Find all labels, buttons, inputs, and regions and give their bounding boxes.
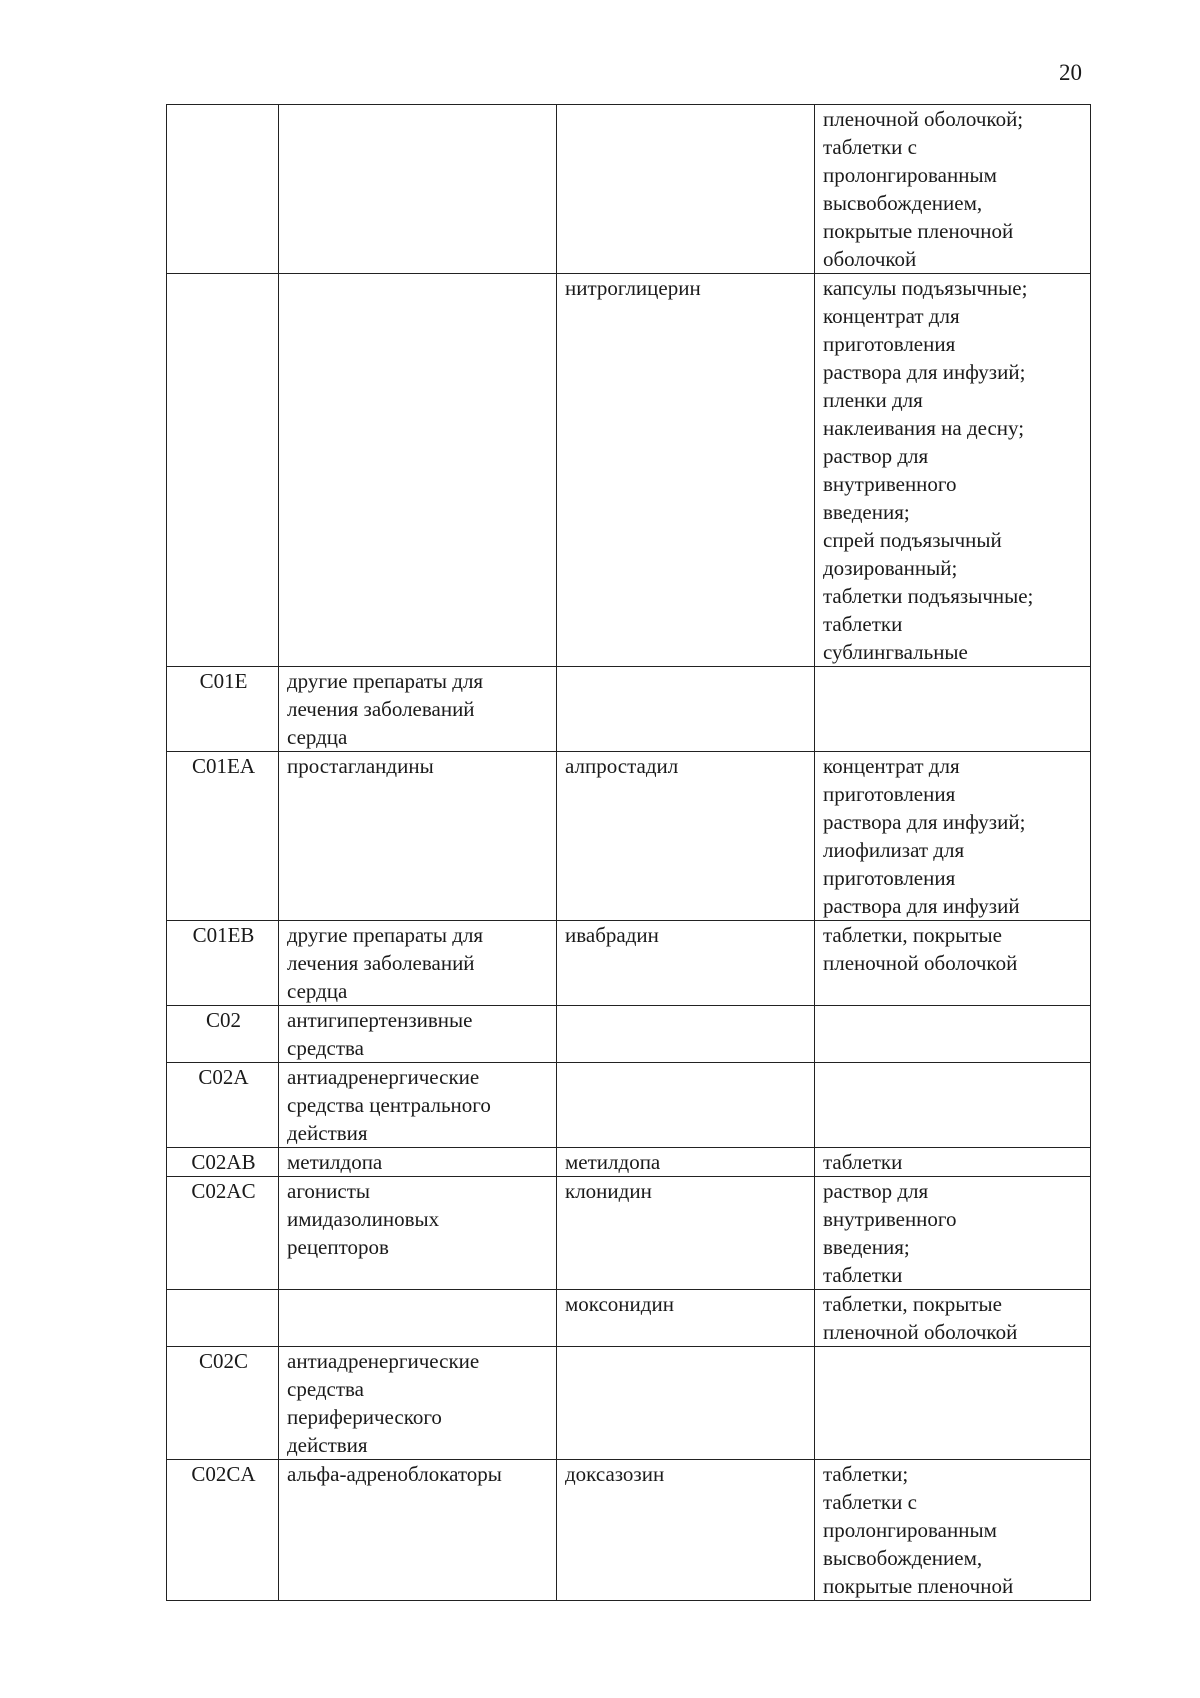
group-line: агонисты <box>287 1179 370 1203</box>
anatomical-therapeutic-group-cell <box>279 667 557 752</box>
group-line: антигипертензивные <box>287 1008 473 1032</box>
dosage-forms-cell <box>815 1006 1091 1063</box>
dosage-form-line: высвобождением, <box>823 191 983 215</box>
drug-name-cell <box>557 1347 815 1460</box>
dosage-form-line: таблетки с <box>823 1490 917 1514</box>
group-line: имидазолиновых <box>287 1207 440 1231</box>
dosage-forms-cell <box>815 921 1091 1006</box>
dosage-forms-cell <box>815 1347 1091 1460</box>
table-row <box>167 1006 1091 1063</box>
dosage-form-line: пленки для <box>823 388 923 412</box>
dosage-form-line: таблетки <box>823 612 903 636</box>
dosage-forms-cell <box>815 667 1091 752</box>
dosage-form-line: раствор для <box>823 444 929 468</box>
dosage-form-line: раствора для инфузий; <box>823 360 1026 384</box>
table-row <box>167 1460 1091 1601</box>
group-line: средства <box>287 1036 365 1060</box>
atc-code-cell: C02A <box>167 1063 279 1148</box>
group-line: лечения заболеваний <box>287 951 475 975</box>
group-line: антиадренергические <box>287 1065 480 1089</box>
drug-name-cell: моксонидин <box>557 1290 815 1347</box>
dosage-form-line: покрытые пленочной <box>823 219 1014 243</box>
dosage-form-line: сублингвальные <box>823 640 968 664</box>
dosage-form-line: дозированный; <box>823 556 958 580</box>
group-line: простагландины <box>287 754 434 778</box>
group-line: средства центрального <box>287 1093 491 1117</box>
dosage-forms-cell <box>815 274 1091 667</box>
dosage-form-line: таблетки; <box>823 1462 909 1486</box>
dosage-form-line: пленочной оболочкой; <box>823 107 1024 131</box>
anatomical-therapeutic-group-cell <box>279 1347 557 1460</box>
group-line: сердца <box>287 725 348 749</box>
dosage-form-line: внутривенного <box>823 1207 957 1231</box>
dosage-form-line: капсулы подъязычные; <box>823 276 1028 300</box>
anatomical-therapeutic-group-cell <box>279 274 557 667</box>
atc-code-cell: C01EB <box>167 921 279 1006</box>
group-line: действия <box>287 1121 368 1145</box>
group-line: метилдопа <box>287 1150 383 1174</box>
table-row <box>167 1347 1091 1460</box>
dosage-forms-cell <box>815 1177 1091 1290</box>
table-row <box>167 667 1091 752</box>
atc-code-cell: C01E <box>167 667 279 752</box>
drug-name-cell: нитроглицерин <box>557 274 815 667</box>
atc-code-cell <box>167 105 279 274</box>
drug-name-cell: клонидин <box>557 1177 815 1290</box>
anatomical-therapeutic-group-cell <box>279 1006 557 1063</box>
dosage-forms-cell <box>815 1148 1091 1177</box>
atc-code-cell: C02AC <box>167 1177 279 1290</box>
dosage-form-line: приготовления <box>823 866 956 890</box>
anatomical-therapeutic-group-cell <box>279 1177 557 1290</box>
dosage-form-line: раствор для <box>823 1179 929 1203</box>
page-number: 20 <box>1059 60 1082 85</box>
table-body <box>167 105 1091 1601</box>
dosage-forms-cell <box>815 1460 1091 1601</box>
dosage-form-line: высвобождением, <box>823 1546 983 1570</box>
atc-code-cell <box>167 1290 279 1347</box>
table-row <box>167 1177 1091 1290</box>
table-row <box>167 105 1091 274</box>
dosage-form-line: раствора для инфузий <box>823 894 1020 918</box>
dosage-forms-cell <box>815 1290 1091 1347</box>
dosage-form-line: пролонгированным <box>823 1518 997 1542</box>
atc-code-cell: C02 <box>167 1006 279 1063</box>
dosage-form-line: концентрат для <box>823 754 960 778</box>
drug-name-cell <box>557 1063 815 1148</box>
atc-code-cell: C02C <box>167 1347 279 1460</box>
dosage-form-line: покрытые пленочной <box>823 1574 1014 1598</box>
dosage-form-line: таблетки, покрытые <box>823 1292 1002 1316</box>
dosage-form-line: таблетки <box>823 1150 903 1174</box>
dosage-form-line: лиофилизат для <box>823 838 965 862</box>
group-line: альфа-адреноблокаторы <box>287 1462 502 1486</box>
dosage-form-line: оболочкой <box>823 247 917 271</box>
group-line: другие препараты для <box>287 669 484 693</box>
dosage-forms-cell <box>815 105 1091 274</box>
dosage-form-line: пленочной оболочкой <box>823 1320 1018 1344</box>
dosage-form-line: таблетки подъязычные; <box>823 584 1034 608</box>
atc-code-cell: C01EA <box>167 752 279 921</box>
drug-name-cell: алпростадил <box>557 752 815 921</box>
dosage-form-line: таблетки <box>823 1263 903 1287</box>
drug-name-cell <box>557 1006 815 1063</box>
dosage-form-line: внутривенного <box>823 472 957 496</box>
dosage-form-line: приготовления <box>823 332 956 356</box>
anatomical-therapeutic-group-cell <box>279 921 557 1006</box>
table-row <box>167 1290 1091 1347</box>
group-line: периферического <box>287 1405 442 1429</box>
anatomical-therapeutic-group-cell <box>279 1063 557 1148</box>
group-line: лечения заболеваний <box>287 697 475 721</box>
drug-table <box>166 104 1091 1601</box>
table-row <box>167 921 1091 1006</box>
group-line: сердца <box>287 979 348 1003</box>
anatomical-therapeutic-group-cell <box>279 105 557 274</box>
group-line: средства <box>287 1377 365 1401</box>
group-line: антиадренергические <box>287 1349 480 1373</box>
dosage-form-line: наклеивания на десну; <box>823 416 1025 440</box>
dosage-form-line: спрей подъязычный <box>823 528 1002 552</box>
dosage-form-line: таблетки, покрытые <box>823 923 1002 947</box>
group-line: другие препараты для <box>287 923 484 947</box>
dosage-form-line: пленочной оболочкой <box>823 951 1018 975</box>
dosage-form-line: введения; <box>823 500 910 524</box>
drug-name-cell: метилдопа <box>557 1148 815 1177</box>
dosage-forms-cell <box>815 752 1091 921</box>
anatomical-therapeutic-group-cell <box>279 752 557 921</box>
dosage-form-line: пролонгированным <box>823 163 997 187</box>
dosage-form-line: введения; <box>823 1235 910 1259</box>
anatomical-therapeutic-group-cell <box>279 1460 557 1601</box>
dosage-forms-cell <box>815 1063 1091 1148</box>
table-row <box>167 1148 1091 1177</box>
drug-name-cell: ивабрадин <box>557 921 815 1006</box>
dosage-form-line: таблетки с <box>823 135 917 159</box>
dosage-form-line: концентрат для <box>823 304 960 328</box>
atc-code-cell: C02AB <box>167 1148 279 1177</box>
drug-name-cell: доксазозин <box>557 1460 815 1601</box>
group-line: рецепторов <box>287 1235 389 1259</box>
atc-code-cell: C02CA <box>167 1460 279 1601</box>
dosage-form-line: приготовления <box>823 782 956 806</box>
drug-name-cell <box>557 105 815 274</box>
group-line: действия <box>287 1433 368 1457</box>
atc-code-cell <box>167 274 279 667</box>
drug-name-cell <box>557 667 815 752</box>
table-row <box>167 752 1091 921</box>
anatomical-therapeutic-group-cell <box>279 1148 557 1177</box>
anatomical-therapeutic-group-cell <box>279 1290 557 1347</box>
table-row <box>167 1063 1091 1148</box>
dosage-form-line: раствора для инфузий; <box>823 810 1026 834</box>
table-row <box>167 274 1091 667</box>
